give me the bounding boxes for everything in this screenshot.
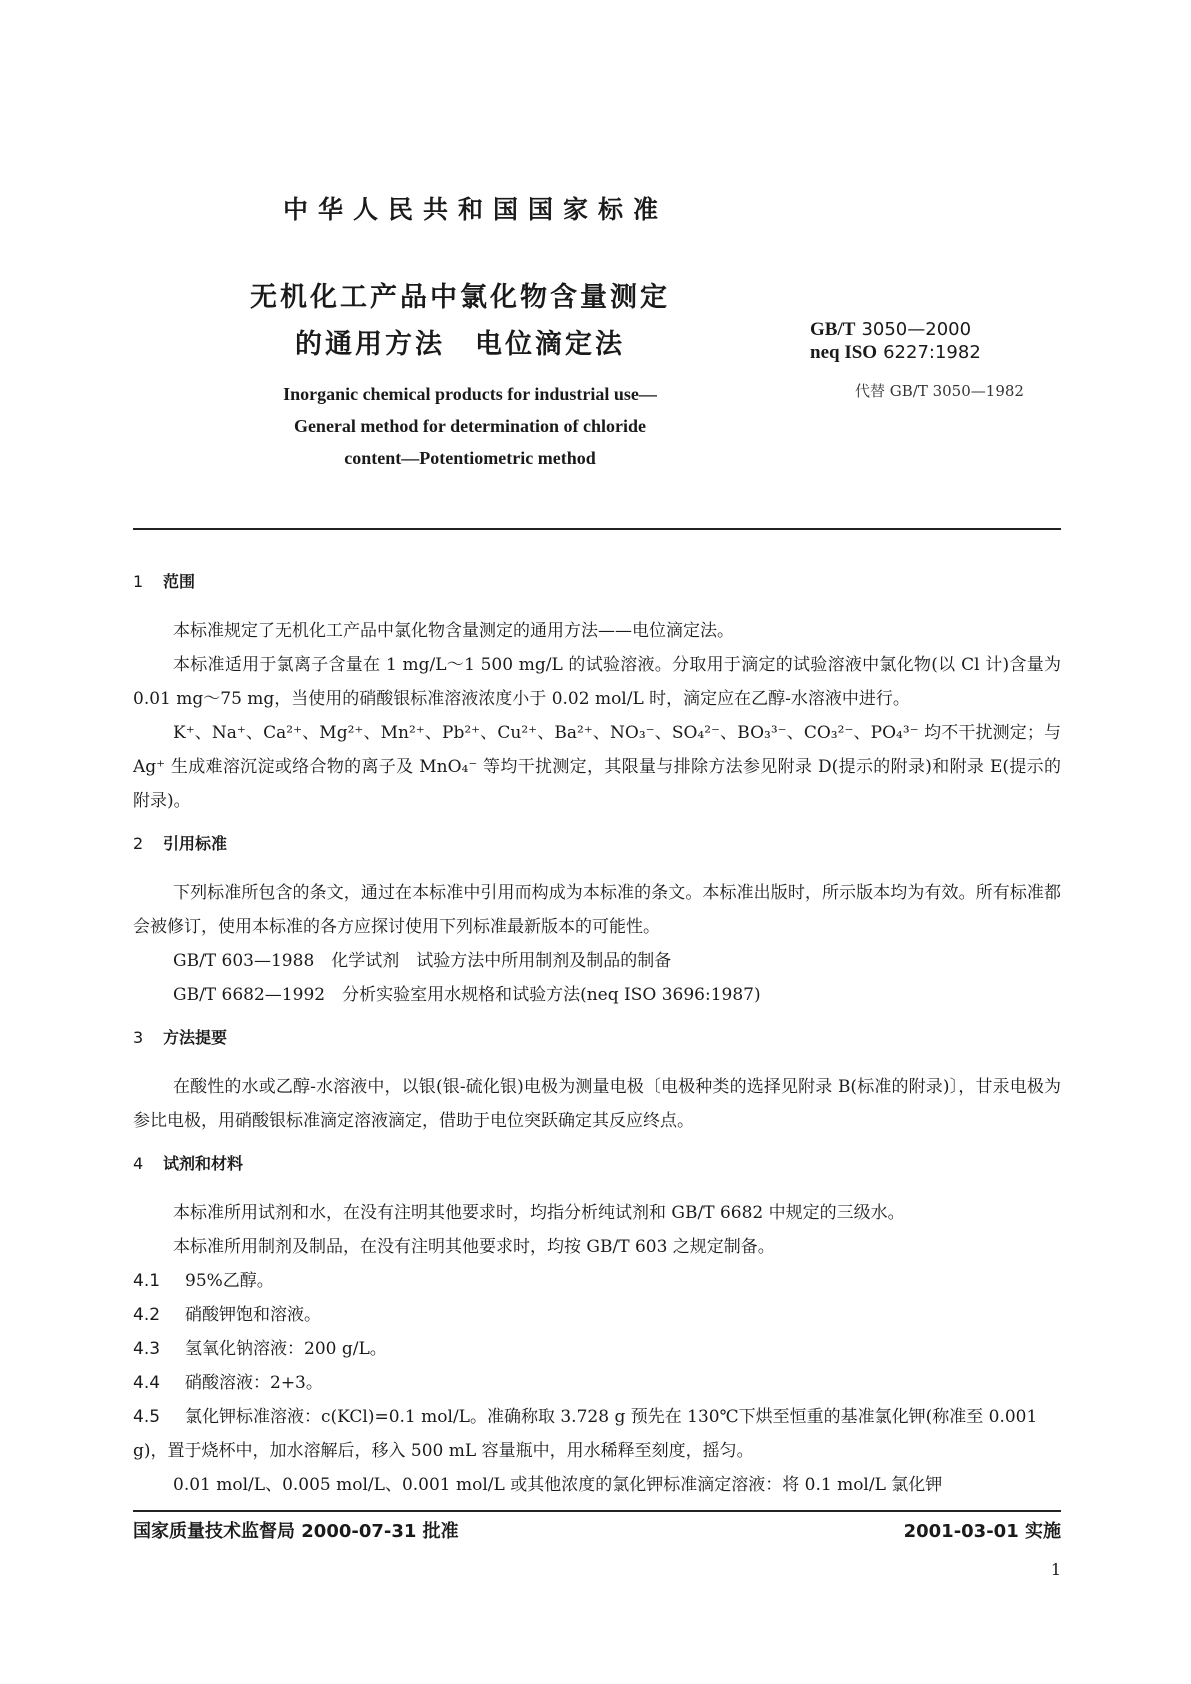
- title-en-line3: content—Potentiometric method: [344, 448, 596, 468]
- item-text: 氢氧化钠溶液：200 g/L。: [185, 1339, 387, 1359]
- section-3-heading: [133, 1026, 1061, 1050]
- s2-paragraph-1: 下列标准所包含的条文，通过在本标准中引用而构成为本标准的条文。本标准出版时，所示版本均为有效。所有标准都会被修订，使用本标准的各方应探讨使用下列标准最新版本的可能性。: [133, 883, 1061, 937]
- list-item: [133, 1298, 1061, 1332]
- code-number: 3050—2000: [861, 319, 972, 340]
- code-prefix: GB/T: [810, 319, 856, 340]
- s1-paragraph-3: K⁺、Na⁺、Ca²⁺、Mg²⁺、Mn²⁺、Pb²⁺、Cu²⁺、Ba²⁺、NO₃⁻、SO₄²⁻、BO₃³⁻、CO₃²⁻、PO₄³⁻ 均不干扰测定；与 Ag⁺ 生成难溶沉淀或络合物的离子及 MnO₄⁻ 等均干扰测定，其限量与排除方法参见附录 D(提示的附录)和附录 E(提示的附录)。: [133, 723, 1061, 811]
- replaces-standard: 代替 GB/T 3050—1982: [855, 382, 1024, 400]
- s1-paragraph-2: 本标准适用于氯离子含量在 1 mg/L～1 500 mg/L 的试验溶液。分取用于滴定的试验溶液中氯化物(以 Cl 计)含量为 0.01 mg～75 mg，当使用的硝酸银标准溶液浓度小于 0.02 mol/L 时，滴定应在乙醇-水溶液中进行。: [133, 655, 1061, 709]
- section-2-heading: [133, 832, 1061, 856]
- list-item: [133, 1400, 1061, 1468]
- s4-paragraph-3: 0.01 mol/L、0.005 mol/L、0.001 mol/L 或其他浓度的氯化钾标准滴定溶液：将 0.1 mol/L 氯化钾: [173, 1475, 943, 1495]
- title-en-line2: General method for determination of chloride: [293, 416, 647, 436]
- header-divider: [133, 528, 1061, 530]
- section-number: 3: [133, 1028, 144, 1047]
- item-text: 氯化钾标准溶液：c(KCl)=0.1 mol/L。准确称取 3.728 g 预先在 130℃下烘至恒重的基准氯化钾(称准至 0.001 g)，置于烧杯中，加水溶解后，移入 500 mL 容量瓶中，用水稀释至刻度，摇匀。: [133, 1407, 1038, 1461]
- s4-paragraph-1: 本标准所用试剂和水，在没有注明其他要求时，均指分析纯试剂和 GB/T 6682 中规定的三级水。: [173, 1203, 905, 1223]
- item-number: 4.5: [133, 1407, 161, 1427]
- implementation-date: 2001-03-01 实施: [903, 1521, 1061, 1542]
- s4-paragraph-2: 本标准所用制剂及制品，在没有注明其他要求时，均按 GB/T 603 之规定制备。: [173, 1237, 775, 1257]
- item-number: 4.1: [133, 1271, 161, 1291]
- document-body: [133, 570, 1061, 1502]
- item-text: 硝酸钾饱和溶液。: [185, 1305, 321, 1325]
- approval-date: 国家质量技术监督局 2000-07-31 批准: [133, 1521, 459, 1542]
- reference-item: GB/T 6682—1992 分析实验室用水规格和试验方法(neq ISO 3696:1987): [173, 985, 761, 1005]
- s3-paragraph-1: 在酸性的水或乙醇-水溶液中，以银(银-硫化银)电极为测量电极〔电极种类的选择见附录 B(标准的附录)〕，甘汞电极为参比电极，用硝酸银标准滴定溶液滴定，借助于电位突跃确定其反应终点。: [133, 1077, 1061, 1131]
- item-number: 4.3: [133, 1339, 161, 1359]
- footer-divider: [133, 1510, 1061, 1512]
- equiv-number: 6227:1982: [883, 342, 981, 363]
- section-number: 2: [133, 834, 144, 853]
- s1-paragraph-1: 本标准规定了无机化工产品中氯化物含量测定的通用方法——电位滴定法。: [173, 621, 734, 641]
- item-text: 95%乙醇。: [185, 1271, 274, 1291]
- title-en-line1: Inorganic chemical products for industrial use—: [283, 384, 657, 404]
- item-number: 4.4: [133, 1373, 161, 1393]
- list-item: [133, 1366, 1061, 1400]
- section-1-heading: [133, 570, 1061, 594]
- section-number: 1: [133, 572, 144, 591]
- title-cn-line2: 的通用方法 电位滴定法: [295, 329, 625, 360]
- section-title: 试剂和材料: [163, 1154, 244, 1173]
- item-number: 4.2: [133, 1305, 161, 1325]
- section-title: 引用标准: [163, 834, 228, 853]
- title-cn-line1: 无机化工产品中氯化物含量测定: [250, 282, 670, 313]
- section-title: 方法提要: [163, 1028, 228, 1047]
- page-number: 1: [1050, 1560, 1061, 1579]
- section-number: 4: [133, 1154, 144, 1173]
- equiv-prefix: neq ISO: [810, 342, 878, 363]
- item-text: 硝酸溶液：2+3。: [185, 1373, 323, 1393]
- national-standard-heading: 中华人民共和国国家标准: [282, 195, 668, 224]
- section-4-heading: [133, 1152, 1061, 1176]
- reference-item: GB/T 603—1988 化学试剂 试验方法中所用制剂及制品的制备: [173, 951, 672, 971]
- list-item: [133, 1332, 1061, 1366]
- section-title: 范围: [163, 572, 196, 591]
- list-item: [133, 1264, 1061, 1298]
- standard-code-block: [810, 318, 981, 364]
